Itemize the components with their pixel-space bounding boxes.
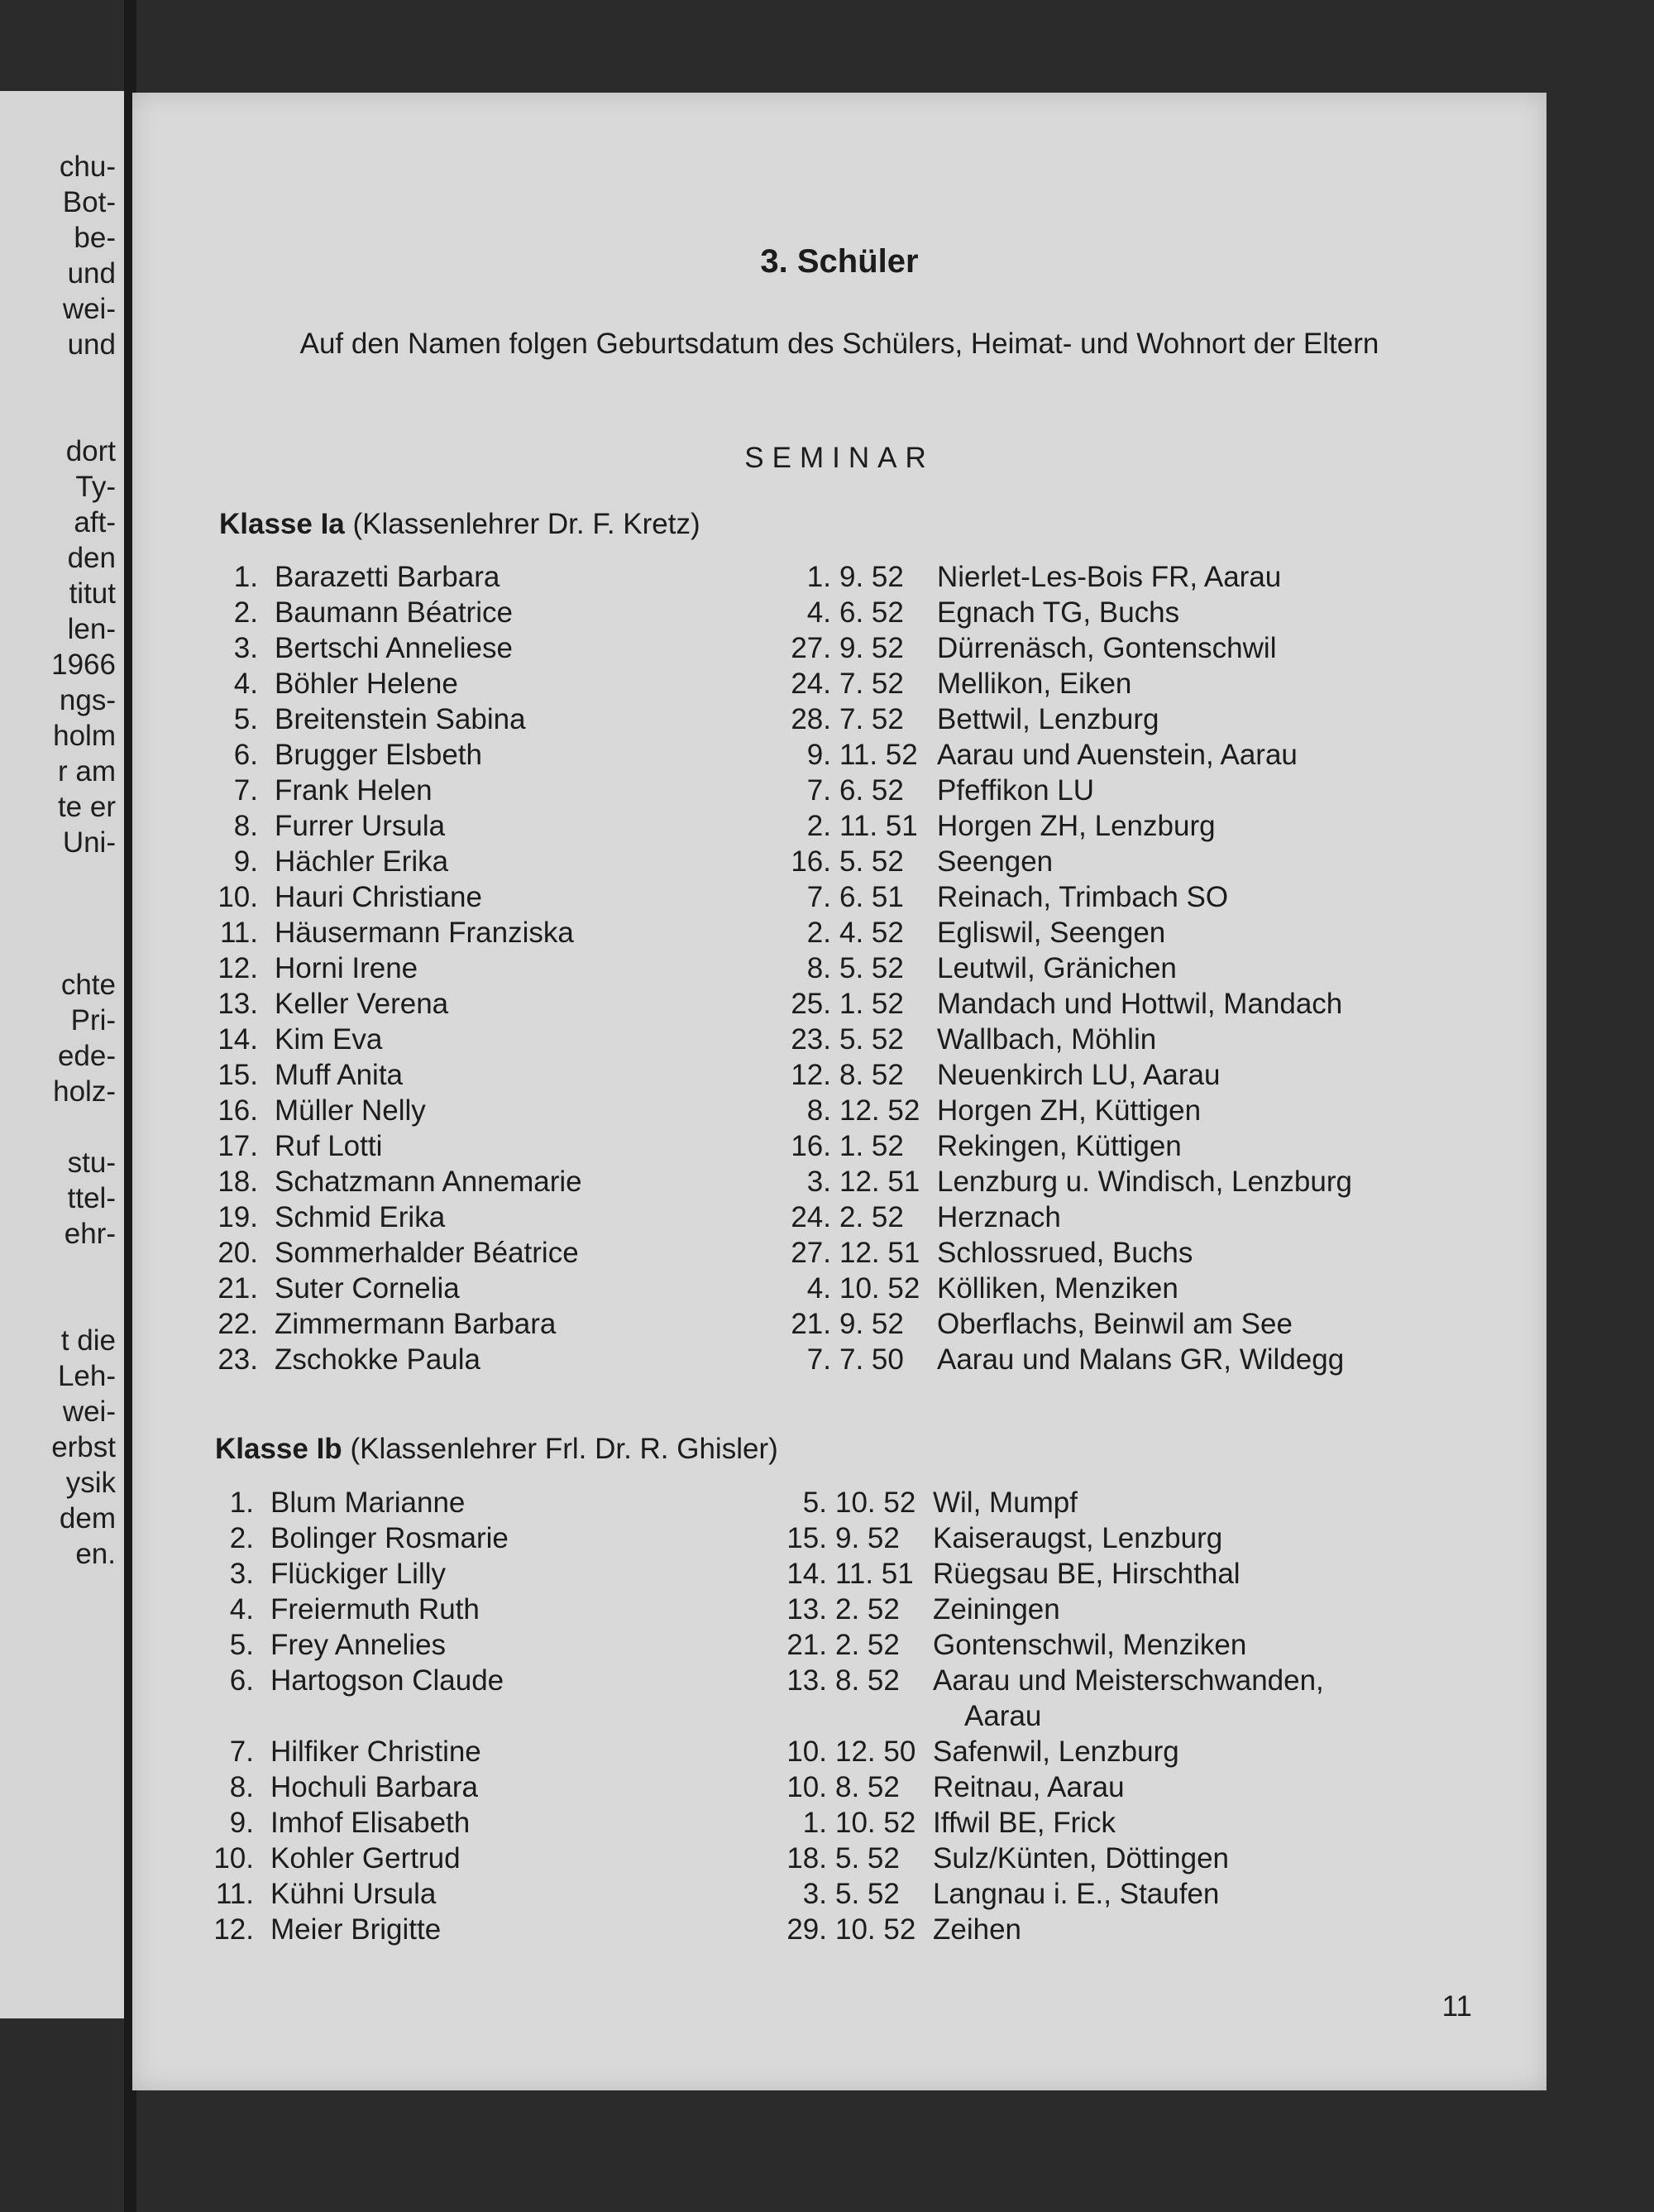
student-number: 7. [233,774,258,807]
birth-day: 7. [806,1343,831,1376]
place-text: Gontenschwil, Menziken [933,1629,1247,1661]
birth-month-year: 2. 52 [835,1629,900,1661]
birth-month-year: 4. 52 [839,917,904,949]
table-row [207,773,1497,808]
left-page-line: den [67,542,116,574]
left-page-line: ttel- [67,1182,116,1214]
birth-day: 16. [791,845,831,878]
left-page-line: chte [60,969,116,1001]
place-text: Kaiseraugst, Lenzburg [933,1522,1223,1554]
table-row [203,1912,1493,1947]
left-page-line: aft- [74,506,116,539]
hometown-residence [937,1306,1293,1342]
hometown-residence [937,1164,1352,1199]
student-name: Meier Brigitte [270,1913,442,1946]
table-row [207,1128,1497,1164]
birth-day: 8. [806,952,831,984]
birth-day: 16. [791,1130,831,1162]
birth-month-year: 5. 52 [839,845,904,878]
place-text: Lenzburg u. Windisch, Lenzburg [937,1166,1352,1198]
left-page-line: chu- [59,151,116,183]
student-number: 12. [213,1913,254,1946]
birth-day: 4. [806,1272,831,1305]
place-text: Langnau i. E., Staufen [933,1878,1220,1910]
student-name: Böhler Helene [275,668,458,700]
birth-day: 21. [786,1629,827,1661]
birth-month-year: 7. 52 [839,668,904,700]
left-page-line: Uni- [62,826,116,859]
class-b-roster [203,1485,1493,1947]
birth-month-year: 6. 52 [839,774,904,807]
table-row [207,1022,1497,1057]
student-name: Hauri Christiane [275,881,482,913]
student-number: 13. [218,988,258,1020]
birth-day: 28. [791,703,831,735]
birth-month-year: 7. 50 [839,1343,904,1376]
student-name: Bolinger Rosmarie [270,1522,509,1554]
birth-month-year: 6. 51 [839,881,904,913]
table-row [207,630,1497,666]
birth-day: 9. [806,739,831,771]
class-b-name: Klasse Ib [215,1433,342,1465]
table-row [203,1520,1493,1556]
birth-day: 25. [791,988,831,1020]
student-name: Horni Irene [275,952,418,984]
birth-day: 1. [802,1807,827,1839]
student-number: 9. [229,1807,254,1839]
student-number: 14. [218,1023,258,1056]
student-number: 22. [218,1308,258,1340]
student-number: 8. [229,1771,254,1803]
student-name: Blum Marianne [270,1487,466,1519]
birth-month-year: 5. 52 [835,1878,900,1910]
birth-month-year: 10. 52 [835,1807,916,1839]
birth-day: 3. [802,1878,827,1910]
place-text: Herznach [937,1201,1061,1233]
student-number: 21. [218,1272,258,1305]
birth-month-year: 5. 52 [839,952,904,984]
page-title: 3. Schüler [760,243,919,280]
left-page-line: en. [75,1538,116,1570]
left-page-line: be- [74,222,116,254]
birth-month-year: 11. 51 [839,810,918,842]
hometown-residence [937,595,1179,630]
left-page-line: 1966 [51,649,116,681]
class-b-heading [215,1431,778,1467]
place-text: Kölliken, Menziken [937,1272,1178,1305]
birth-day: 7. [806,881,831,913]
birth-day: 15. [786,1522,827,1554]
birth-day: 27. [791,1237,831,1269]
section-heading: SEMINAR [744,442,935,474]
place-text: Oberflachs, Beinwil am See [937,1308,1293,1340]
student-number: 16. [218,1094,258,1127]
student-name: Furrer Ursula [275,810,446,842]
left-page-line: te er [57,791,116,823]
birth-day: 2. [806,810,831,842]
place-text: Pfeffikon LU [937,774,1095,807]
left-page-line: ysik [65,1467,116,1499]
left-page-line: dort [65,435,116,467]
birth-day: 24. [791,668,831,700]
birth-month-year: 9. 52 [839,1308,904,1340]
student-number: 10. [218,881,258,913]
student-number: 19. [218,1201,258,1233]
place-text: Seengen [937,845,1054,878]
intro-text: Auf den Namen folgen Geburtsdatum des Schülers, Heimat- und Wohnort der Eltern [299,328,1379,360]
left-page-line: r am [58,755,116,788]
birth-day: 4. [806,596,831,629]
birth-day: 2. [806,917,831,949]
student-number: 2. [233,596,258,629]
student-number: 12. [218,952,258,984]
table-row [207,808,1497,844]
student-number: 1. [229,1487,254,1519]
student-name: Brugger Elsbeth [275,739,482,771]
student-number: 23. [218,1343,258,1376]
table-row [207,1164,1497,1199]
place-text: Leutwil, Gränichen [937,952,1177,984]
place-text: Wallbach, Möhlin [937,1023,1157,1056]
birth-day: 8. [806,1094,831,1127]
left-page-line: wei- [62,293,116,325]
place-text: Iffwil BE, Frick [933,1807,1116,1839]
table-row [207,595,1497,630]
hometown-residence [937,701,1159,737]
student-name: Bertschi Anneliese [275,632,513,664]
place-text: Dürrenäsch, Gontenschwil [937,632,1277,664]
student-number: 6. [229,1664,254,1697]
hometown-residence [937,1199,1061,1235]
hometown-residence [933,1556,1240,1592]
birth-day: 5. [802,1487,827,1519]
place-text: Bettwil, Lenzburg [937,703,1159,735]
birth-month-year: 10. 52 [835,1487,916,1519]
student-name: Baumann Béatrice [275,596,513,629]
birth-month-year: 9. 52 [839,632,904,664]
birth-day: 27. [791,632,831,664]
student-number: 8. [233,810,258,842]
birth-month-year: 8. 52 [835,1771,900,1803]
hometown-residence [937,773,1094,808]
student-name: Hächler Erika [275,845,449,878]
class-a-roster [207,559,1497,1377]
birth-month-year: 12. 52 [839,1094,920,1127]
birth-month-year: 6. 52 [839,596,904,629]
hometown-residence [937,879,1228,915]
table-row [203,1769,1493,1805]
birth-day: 12. [791,1059,831,1091]
student-name: Kühni Ursula [270,1878,437,1910]
student-number: 3. [233,632,258,664]
class-a-teacher: (Klassenlehrer Dr. F. Kretz) [352,508,700,540]
student-number: 9. [233,845,258,878]
birth-month-year: 5. 52 [839,1023,904,1056]
place-text: Aarau und Meisterschwanden, [933,1664,1324,1697]
birth-month-year: 7. 52 [839,703,904,735]
birth-month-year: 8. 52 [839,1059,904,1091]
hometown-residence [933,1485,1078,1520]
table-row [207,1271,1497,1306]
student-name: Keller Verena [275,988,449,1020]
birth-month-year: 12. 50 [835,1736,916,1768]
left-page-edge [0,91,124,2018]
table-row [203,1627,1493,1663]
place-text-continued: Aarau [964,1700,1042,1732]
birth-month-year: 5. 52 [835,1842,900,1874]
hometown-residence [933,1805,1116,1841]
left-page-line: len- [67,613,116,645]
birth-day: 3. [806,1166,831,1198]
birth-day: 23. [791,1023,831,1056]
left-page-line: holm [53,720,116,752]
table-row [203,1592,1493,1627]
hometown-residence [937,1093,1201,1128]
student-number: 5. [229,1629,254,1661]
hometown-residence [933,1592,1060,1627]
student-name: Frank Helen [275,774,433,807]
class-a-name: Klasse Ia [219,508,345,540]
hometown-residence [933,1663,1324,1734]
birth-day: 29. [786,1913,827,1946]
hometown-residence [937,630,1276,666]
place-text: Wil, Mumpf [933,1487,1078,1519]
student-name: Schmid Erika [275,1201,446,1233]
birth-month-year: 2. 52 [839,1201,904,1233]
student-name: Müller Nelly [275,1094,426,1127]
student-name: Hilfiker Christine [270,1736,481,1768]
student-name: Freiermuth Ruth [270,1593,480,1625]
hometown-residence [937,1342,1344,1377]
birth-day: 13. [786,1664,827,1697]
hometown-residence [937,1057,1220,1093]
birth-month-year: 8. 52 [835,1664,900,1697]
birth-day: 24. [791,1201,831,1233]
hometown-residence [933,1627,1246,1663]
table-row [207,950,1497,986]
place-text: Rekingen, Küttigen [937,1130,1182,1162]
student-number: 4. [233,668,258,700]
table-row [207,1235,1497,1271]
student-number: 7. [229,1736,254,1768]
place-text: Horgen ZH, Küttigen [937,1094,1202,1127]
hometown-residence [937,559,1281,595]
hometown-residence [937,808,1216,844]
left-page-line: ede- [57,1040,116,1072]
student-number: 17. [218,1130,258,1162]
student-name: Imhof Elisabeth [270,1807,471,1839]
place-text: Reinach, Trimbach SO [937,881,1229,913]
table-row [207,1306,1497,1342]
birth-day: 21. [791,1308,831,1340]
left-page-line: und [67,328,116,361]
student-name: Zimmermann Barbara [275,1308,557,1340]
place-text: Egnach TG, Buchs [937,596,1180,629]
student-name: Hochuli Barbara [270,1771,478,1803]
student-number: 6. [233,739,258,771]
birth-month-year: 10. 52 [839,1272,920,1305]
student-name: Kim Eva [275,1023,383,1056]
left-page-line: Ty- [75,471,116,503]
left-page-line: Leh- [57,1360,116,1392]
table-row [207,1199,1497,1235]
birth-month-year: 9. 52 [835,1522,900,1554]
student-number: 3. [229,1558,254,1590]
student-name: Muff Anita [275,1059,404,1091]
table-row [207,1093,1497,1128]
birth-month-year: 11. 52 [839,739,918,771]
student-name: Schatzmann Annemarie [275,1166,582,1198]
student-name: Frey Annelies [270,1629,447,1661]
student-name: Häusermann Franziska [275,917,574,949]
hometown-residence [933,1769,1125,1805]
place-text: Rüegsau BE, Hirschthal [933,1558,1240,1590]
student-name: Sommerhalder Béatrice [275,1237,579,1269]
birth-day: 10. [786,1736,827,1768]
left-page-line: titut [69,577,116,610]
student-name: Suter Cornelia [275,1272,460,1305]
birth-month-year: 1. 52 [839,1130,904,1162]
table-row [203,1485,1493,1520]
table-row [207,701,1497,737]
table-row [207,1057,1497,1093]
place-text: Aarau und Auenstein, Aarau [937,739,1298,771]
student-name: Ruf Lotti [275,1130,383,1162]
birth-month-year: 11. 51 [835,1558,914,1590]
hometown-residence [933,1520,1222,1556]
left-page-line: und [67,257,116,290]
left-page-line: holz- [53,1075,116,1108]
left-page-line: dem [59,1502,116,1535]
page-number: 11 [1441,1990,1472,2023]
hometown-residence [937,737,1298,773]
birth-day: 18. [786,1842,827,1874]
student-number: 2. [229,1522,254,1554]
student-number: 15. [218,1059,258,1091]
student-name: Kohler Gertrud [270,1842,461,1874]
birth-month-year: 1. 52 [839,988,904,1020]
birth-day: 14. [786,1558,827,1590]
class-a-heading [219,506,700,543]
table-row [207,559,1497,595]
place-text: Nierlet-Les-Bois FR, Aarau [937,561,1282,593]
table-row [207,986,1497,1022]
student-number: 11. [219,917,258,949]
place-text: Zeihen [933,1913,1022,1946]
student-name: Flückiger Lilly [270,1558,446,1590]
hometown-residence [937,915,1165,950]
left-page-line: stu- [67,1147,116,1179]
hometown-residence [937,1022,1156,1057]
place-text: Mandach und Hottwil, Mandach [937,988,1343,1020]
place-text: Sulz/Künten, Döttingen [933,1842,1230,1874]
left-page-line: wei- [62,1396,116,1428]
student-number: 1. [233,561,258,593]
birth-day: 7. [806,774,831,807]
birth-month-year: 2. 52 [835,1593,900,1625]
birth-day: 13. [786,1593,827,1625]
left-page-line: erbst [51,1431,116,1463]
left-page-line: t die [60,1324,116,1357]
student-number: 10. [213,1842,254,1874]
place-text: Reitnau, Aarau [933,1771,1125,1803]
class-b-teacher: (Klassenlehrer Frl. Dr. R. Ghisler) [350,1433,778,1465]
table-row [203,1841,1493,1876]
table-row [203,1734,1493,1769]
place-text: Zeiningen [933,1593,1060,1625]
student-name: Breitenstein Sabina [275,703,526,735]
table-row [207,1342,1497,1377]
hometown-residence [937,950,1177,986]
table-row [203,1556,1493,1592]
birth-month-year: 10. 52 [835,1913,916,1946]
hometown-residence [937,1271,1178,1306]
table-row [203,1663,1493,1734]
left-page-line: Pri- [70,1004,116,1037]
table-row [207,844,1497,879]
place-text: Aarau und Malans GR, Wildegg [937,1343,1345,1376]
place-text: Schlossrued, Buchs [937,1237,1193,1269]
birth-month-year: 12. 51 [839,1237,920,1269]
book-page [132,93,1546,2090]
birth-month-year: 12. 51 [839,1166,920,1198]
student-name: Hartogson Claude [270,1664,504,1697]
student-number: 11. [215,1878,254,1910]
place-text: Safenwil, Lenzburg [933,1736,1179,1768]
birth-day: 1. [806,561,831,593]
left-page-line: ngs- [59,684,116,716]
hometown-residence [933,1841,1229,1876]
place-text: Egliswil, Seengen [937,917,1166,949]
birth-month-year: 9. 52 [839,561,904,593]
hometown-residence [937,1235,1193,1271]
table-row [207,915,1497,950]
table-row [203,1805,1493,1841]
table-row [207,666,1497,701]
place-text: Neuenkirch LU, Aarau [937,1059,1221,1091]
hometown-residence [933,1912,1021,1947]
birth-day: 10. [786,1771,827,1803]
hometown-residence [937,1128,1182,1164]
hometown-residence [937,844,1053,879]
hometown-residence [933,1876,1219,1912]
student-number: 5. [233,703,258,735]
table-row [207,737,1497,773]
student-name: Barazetti Barbara [275,561,500,593]
table-row [203,1876,1493,1912]
hometown-residence [937,666,1131,701]
left-page-line: ehr- [64,1218,116,1250]
student-number: 18. [218,1166,258,1198]
student-name: Zschokke Paula [275,1343,481,1376]
student-number: 4. [229,1593,254,1625]
place-text: Mellikon, Eiken [937,668,1132,700]
student-number: 20. [218,1237,258,1269]
hometown-residence [937,986,1342,1022]
hometown-residence [933,1734,1179,1769]
place-text: Horgen ZH, Lenzburg [937,810,1216,842]
table-row [207,879,1497,915]
left-page-line: Bot- [62,186,116,218]
